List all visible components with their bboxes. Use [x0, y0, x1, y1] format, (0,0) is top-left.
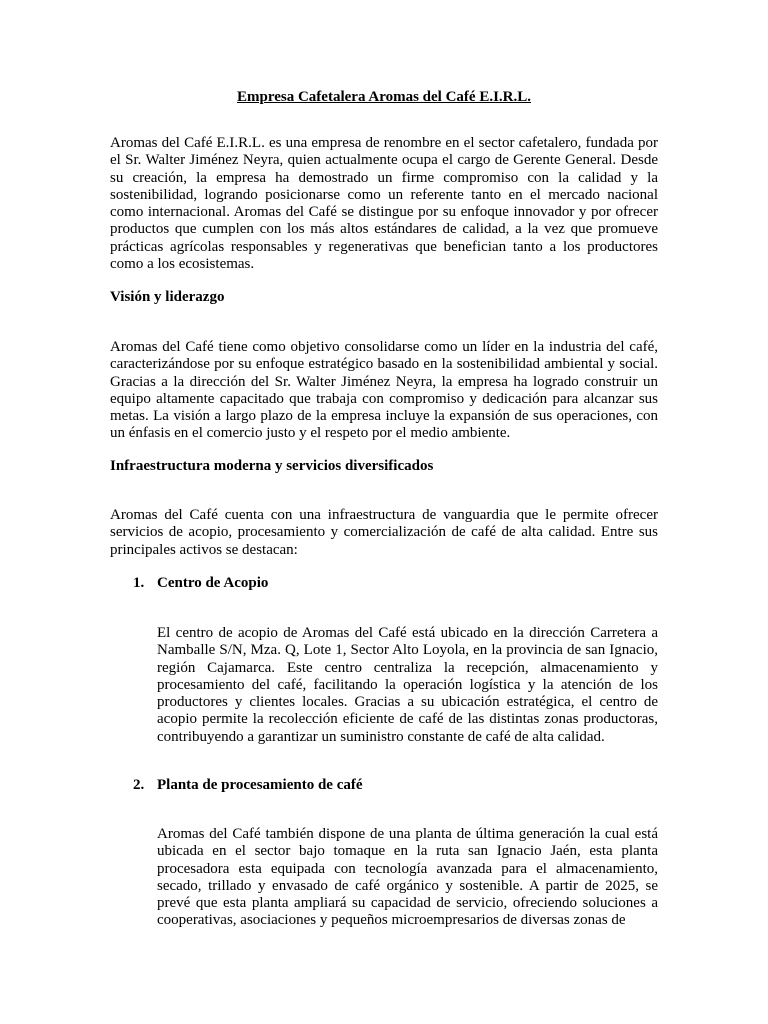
acopio-paragraph: El centro de acopio de Aromas del Café está ubicado en la dirección Carretera a Namballe S/N, Mza. Q, Lote 1, Sector Alto Loyola, en la provincia de san Ignacio, región Cajamarca. Este centro centraliza la recepción, almacenamiento y procesamiento del café, facilitando la operación logística y la atención de los productores y clientes locales. Gracias a su ubicación estratégica, el centro de acopio permite la recolección eficiente de café de las distintas zonas productoras, contribuyendo a garantizar un suministro constante de café de alta calidad.: [157, 625, 658, 745]
list-item-heading-acopio: [133, 574, 268, 592]
document-title: Empresa Cafetalera Aromas del Café E.I.R.L.: [237, 89, 531, 105]
list-number: 2.: [133, 777, 145, 793]
list-item-title: Planta de procesamiento de café: [157, 777, 363, 793]
vision-paragraph: Aromas del Café tiene como objetivo consolidarse como un líder en la industria del café, caracterizándose por su enfoque estratégico basado en la sostenibilidad ambiental y social. Gracias a la dirección del Sr. Walter Jiménez Neyra, la empresa ha logrado construir un equipo altamente capacitado que trabaja con compromiso y dedicación para alcanzar sus metas. La visión a largo plazo de la empresa incluye la expansión de sus operaciones, con un énfasis en el comercio justo y el respeto por el medio ambiente.: [110, 339, 658, 442]
planta-paragraph: Aromas del Café también dispone de una planta de última generación la cual está ubicada en el sector bajo tomaque en la ruta san Ignacio Jaén, esta planta procesadora esta equipada con tecnología avanzada para el almacenamiento, secado, trillado y envasado de café orgánico y sostenible. A partir de 2025, se prevé que esta planta ampliará su capacidad de servicio, ofreciendo soluciones a cooperativas, asociaciones y pequeños microempresarios de diversas zonas de: [157, 826, 658, 929]
intro-paragraph: Aromas del Café E.I.R.L. es una empresa de renombre en el sector cafetalero, fundada por el Sr. Walter Jiménez Neyra, quien actualmente ocupa el cargo de Gerente General. Desde su creación, la empresa ha demostrado un firme compromiso con la calidad y la sostenibilidad, logrando posicionarse como un referente tanto en el mercado nacional como internacional. Aromas del Café se distingue por su enfoque innovador y por ofrecer productos que cumplen con los más altos estándares de calidad, a la vez que promueve prácticas agrícolas responsables y regenerativas que benefician tanto a los productores como a los ecosistemas.: [110, 135, 658, 273]
section-heading-vision: Visión y liderazgo: [110, 289, 225, 305]
list-item-heading-planta: [133, 776, 363, 794]
infrastructure-paragraph: Aromas del Café cuenta con una infraestructura de vanguardia que le permite ofrecer servicios de acopio, procesamiento y comercialización de café de alta calidad. Entre sus principales activos se destacan:: [110, 507, 658, 558]
section-heading-infrastructure: Infraestructura moderna y servicios diversificados: [110, 458, 434, 474]
list-number: 1.: [133, 575, 145, 591]
list-item-title: Centro de Acopio: [157, 575, 269, 591]
